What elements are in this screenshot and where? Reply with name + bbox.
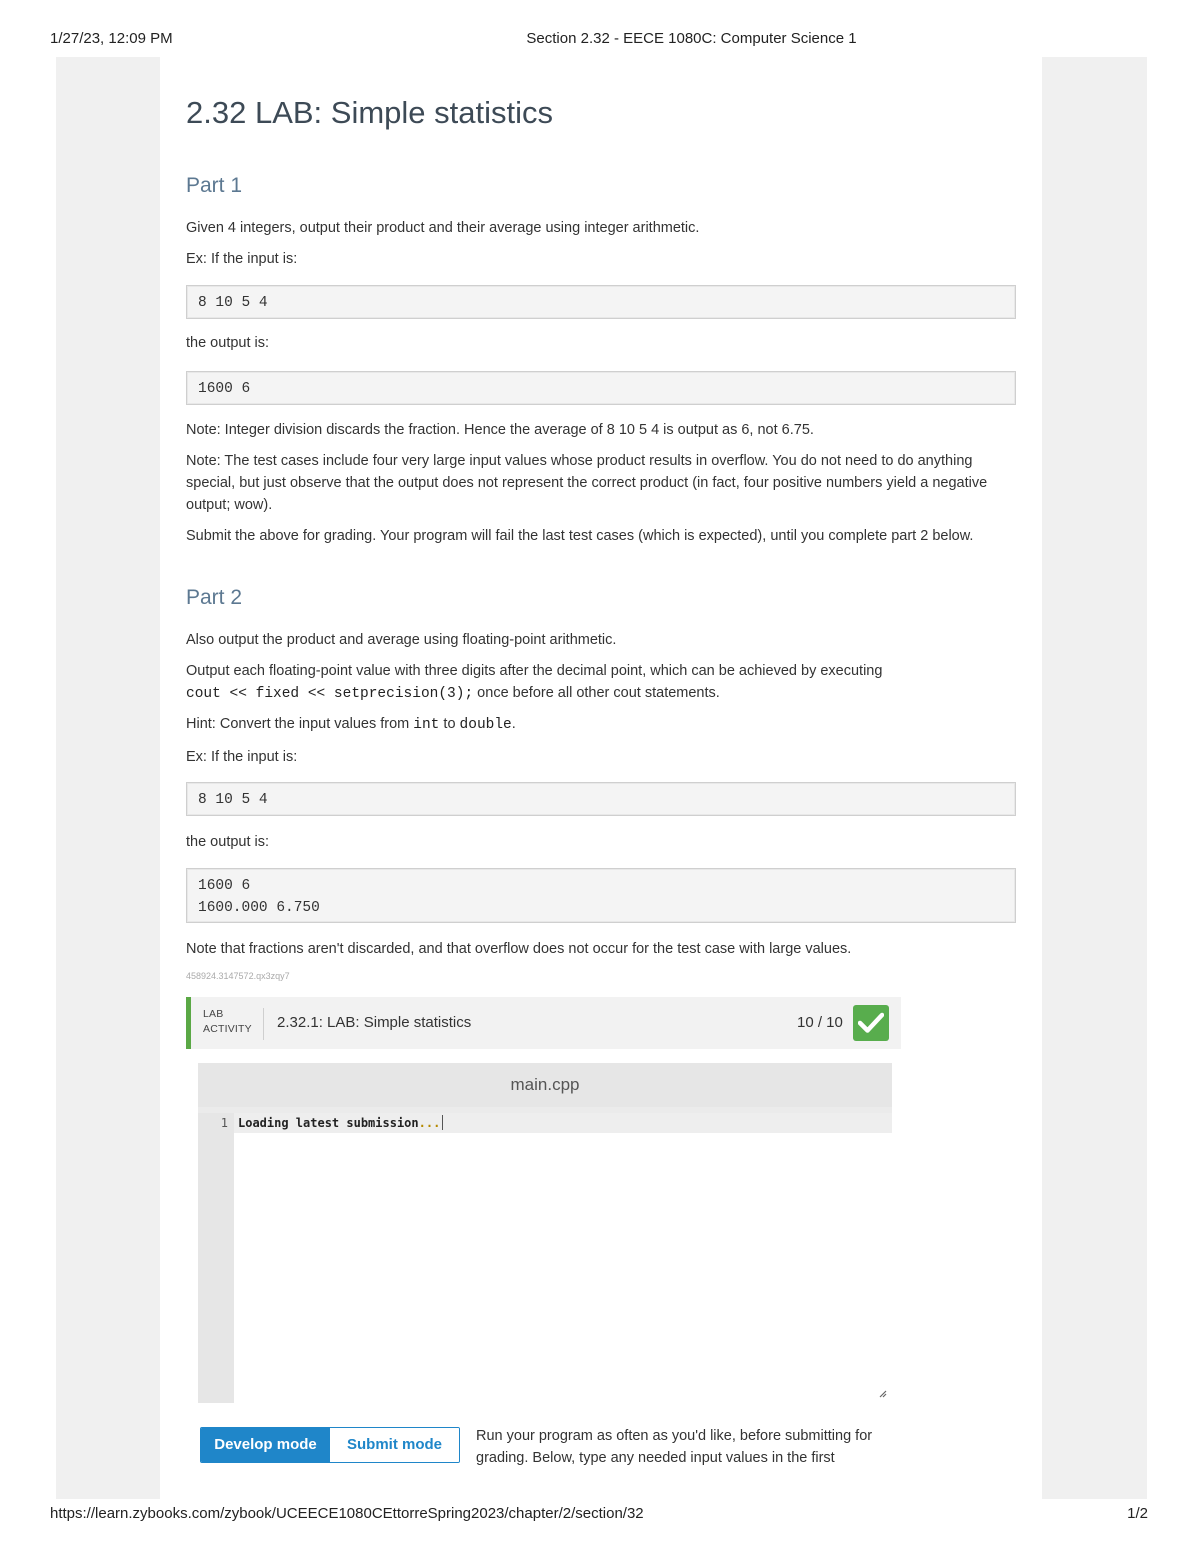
- check-icon: [858, 1011, 884, 1035]
- print-title: Section 2.32 - EECE 1080C: Computer Science 1: [526, 30, 857, 47]
- part2-closing-note: Note that fractions aren't discarded, and that overflow does not occur for the test case with large values.: [186, 941, 852, 957]
- editor-code-area[interactable]: [234, 1113, 892, 1403]
- print-footer: [0, 1505, 1200, 1525]
- hint-double-code: double: [459, 717, 512, 733]
- section-title: 2.32 LAB: Simple statistics: [186, 95, 553, 130]
- editor-line-text: [238, 1115, 443, 1130]
- resize-handle-icon[interactable]: [879, 1390, 887, 1398]
- lab-activity-header: [186, 997, 901, 1049]
- part1-input-example: [186, 285, 1016, 319]
- submit-mode-button[interactable]: Submit mode: [330, 1428, 459, 1462]
- part2-output-example: [186, 868, 1016, 923]
- editor-caret: [442, 1115, 443, 1130]
- completion-badge: [853, 1005, 889, 1041]
- lab-activity-tag: [203, 1007, 252, 1037]
- part1-note-integer-division: Note: Integer division discards the fraction. Hence the average of 8 10 5 4 is output as 6, not 6.75.: [186, 422, 814, 438]
- print-header: [0, 30, 1200, 50]
- lab-activity-card: [186, 997, 896, 1499]
- part2-input-example-text: 8 10 5 4: [198, 792, 268, 808]
- part2-heading: Part 2: [186, 586, 243, 609]
- editor-gutter: [198, 1113, 234, 1403]
- hint-prefix: Hint: Convert the input values from: [186, 716, 414, 732]
- part1-output-example: [186, 371, 1016, 405]
- setprecision-code: cout << fixed << setprecision(3);: [186, 686, 474, 702]
- print-url: https://learn.zybooks.com/zybook/UCEECE1080CEttorreSpring2023/chapter/2/section/32: [50, 1505, 644, 1522]
- output-instr-suffix: once before all other cout statements.: [473, 685, 720, 701]
- section-content: [160, 57, 1042, 1499]
- print-page-number: 1/2: [1127, 1505, 1148, 1522]
- develop-mode-button[interactable]: Develop mode: [201, 1428, 330, 1462]
- lab-tag-line1: LAB: [203, 1008, 224, 1020]
- hint-suffix: .: [511, 716, 516, 732]
- mode-toggle: [200, 1427, 460, 1463]
- output-instr-prefix: Output each floating-point value with three digits after the decimal point, which can be achieved by executing: [186, 663, 883, 679]
- part1-heading: Part 1: [186, 174, 243, 197]
- run-help-text: Run your program as often as you'd like, before submitting for grading. Below, type any needed input values in the first: [476, 1428, 873, 1466]
- part2-output-label: the output is:: [186, 834, 270, 850]
- lab-activity-title: 2.32.1: LAB: Simple statistics: [277, 1014, 472, 1031]
- hint-int-code: int: [413, 717, 440, 733]
- part2-hint: [186, 713, 1016, 736]
- content-id: 458924.3147572.qx3zqy7: [186, 971, 290, 981]
- part1-example-label: Ex: If the input is:: [186, 251, 298, 267]
- lab-header-divider: [263, 1008, 264, 1040]
- part2-intro: Also output the product and average using floating-point arithmetic.: [186, 632, 617, 648]
- lab-tag-line2: ACTIVITY: [203, 1023, 252, 1035]
- part2-output-instructions: [186, 660, 946, 705]
- part1-note-overflow: Note: The test cases include four very large input values whose product results in overflow. You do not need to do anything special, but just observe that the output does not represent the correct product (in fact, four positive numbers yield a negative output; wow).: [186, 453, 988, 513]
- editor-line-number: 1: [220, 1116, 228, 1130]
- editor-line-dots: ...: [418, 1116, 441, 1130]
- part1-submit-note: Submit the above for grading. Your program will fail the last test cases (which is expected), until you complete part 2 below.: [186, 528, 974, 544]
- part1-intro: Given 4 integers, output their product and their average using integer arithmetic.: [186, 220, 700, 236]
- part1-output-label: the output is:: [186, 335, 270, 351]
- hint-mid: to: [439, 716, 460, 732]
- part1-input-example-text: 8 10 5 4: [198, 295, 268, 311]
- part2-example-label: Ex: If the input is:: [186, 749, 298, 765]
- editor-line-content: Loading latest submission: [238, 1116, 419, 1130]
- part1-output-example-text: 1600 6: [198, 381, 251, 397]
- code-editor: [198, 1063, 892, 1403]
- part2-output-example-text: 1600 6 1600.000 6.750: [198, 878, 320, 916]
- part2-input-example: [186, 782, 1016, 816]
- lab-score: 10 / 10: [797, 1014, 843, 1031]
- print-datetime: 1/27/23, 12:09 PM: [50, 30, 173, 47]
- editor-filename: main.cpp: [198, 1063, 892, 1107]
